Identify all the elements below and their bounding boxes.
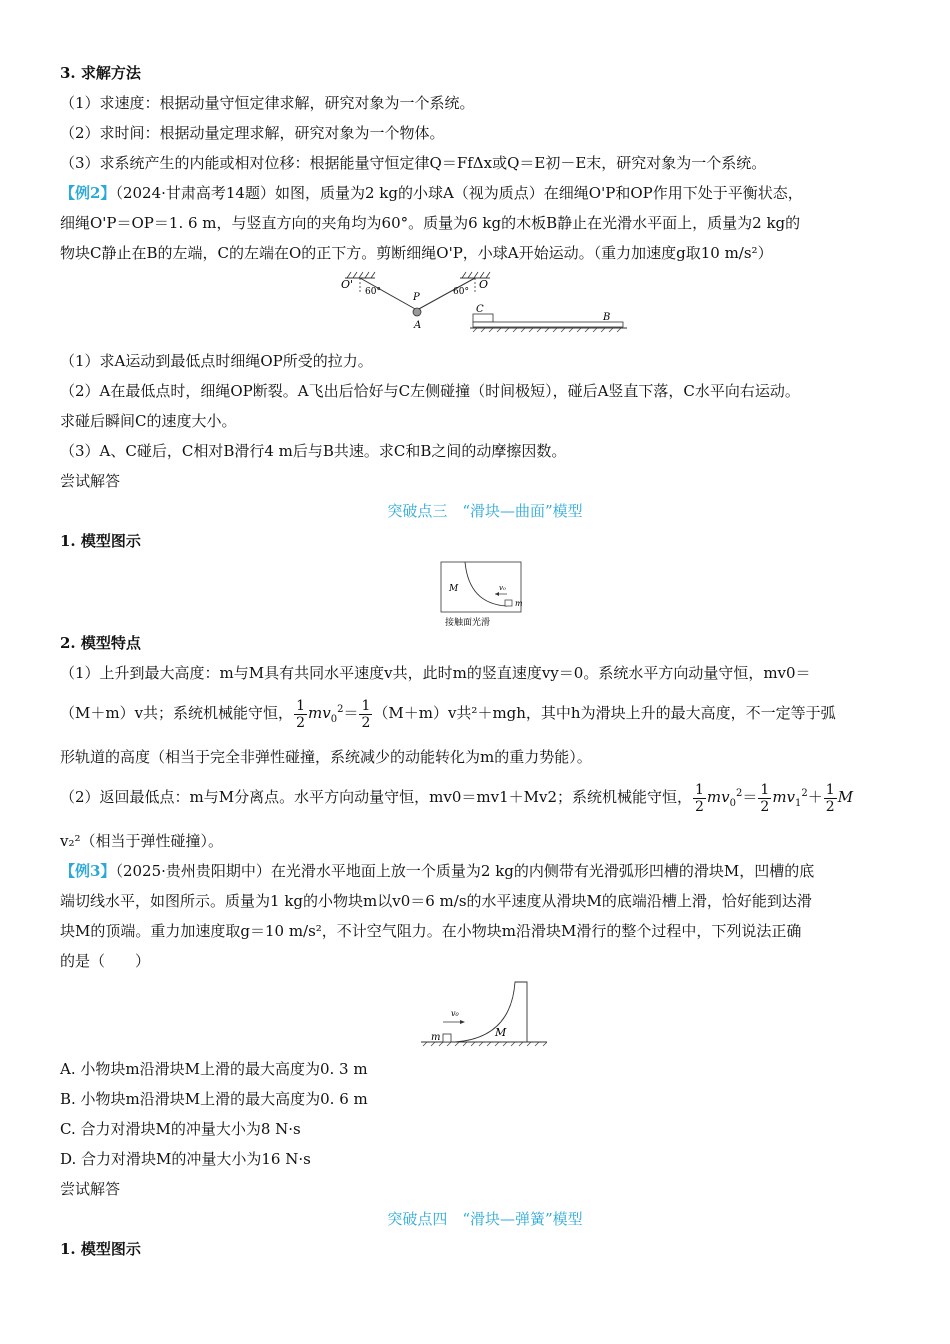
example-3-figure (415, 976, 555, 1054)
example-2-line-1: 【例2】（2024·甘肃高考14题）如图，质量为2 kg的小球A（视为质点）在细绳O'P和OP作用下处于平衡状态， (60, 184, 803, 202)
option-a: A. 小物块m沿滑块M上滑的最大高度为0. 3 m (60, 1060, 368, 1078)
fraction-half: $\frac{1}{2}$ (361, 697, 371, 731)
example-3-line-1: 【例3】（2025·贵州贵阳期中）在光滑水平地面上放一个质量为2 kg的内侧带有光滑弧形凹槽的滑块M，凹槽的底 (60, 862, 815, 880)
try-answer-label: 尝试解答 (60, 472, 121, 490)
section-heading-4: 突破点四 “滑块—弹簧”模型 (387, 1210, 583, 1228)
label-o: O (479, 278, 489, 291)
question-3: （3）A、C碰后，C相对B滑行4 m后与B共速。求C和B之间的动摩擦因数。 (60, 442, 567, 460)
label-small-m: m (515, 599, 523, 608)
feature-2-line-2: v₂²（相当于弹性碰撞）。 (60, 832, 224, 850)
label-v0: v₀ (451, 1009, 459, 1018)
feature-1-line-1: （1）上升到最大高度：m与M具有共同水平速度v共，此时m的竖直速度vy＝0。系统水平方向动量守恒，mv0＝ (60, 664, 811, 682)
option-b: B. 小物块m沿滑块M上滑的最大高度为0. 6 m (60, 1090, 368, 1108)
section-heading-3: 突破点三 “滑块—曲面”模型 (387, 502, 583, 520)
feature-2-line-1: （2）返回最低点：m与M分离点。水平方向动量守恒，mv0＝mv1＋Mv2；系统机械能守恒， $\frac{1}{2}$ $mv_0^2=$ $\frac{1}{2}$ $mv_1^2+$ $\frac{1}{2}$ M (60, 781, 854, 815)
option-d: D. 合力对滑块M的冲量大小为16 N·s (60, 1150, 311, 1168)
label-b: B (603, 312, 611, 323)
model-diagram-title: 1. 模型图示 (60, 1240, 141, 1258)
method-item-3: （3）求系统产生的内能或相对位移：根据能量守恒定律Q＝FfΔx或Q＝E初－E末，研究对象为一个系统。 (60, 154, 767, 172)
fraction-half: $\frac{1}{2}$ (296, 697, 305, 731)
label-big-m: M (449, 584, 459, 594)
label-big-m: M (495, 1026, 507, 1039)
fraction-half: $\frac{1}{2}$ (760, 781, 770, 815)
angle-left: 60° (365, 287, 381, 297)
example-3-line-3: 块M的顶端。重力加速度取g＝10 m/s²，不计空气阻力。在小物块m沿滑块M滑行的整个过程中，下列说法正确 (60, 922, 802, 940)
model-figure-slider-curve (435, 556, 535, 628)
label-c: C (476, 304, 484, 315)
fraction-half: $\frac{1}{2}$ (695, 781, 704, 815)
feature-1-line-3: 形轨道的高度（相当于完全非弹性碰撞，系统减少的动能转化为m的重力势能）。 (60, 748, 592, 766)
question-1: （1）求A运动到最低点时细绳OP所受的拉力。 (60, 352, 373, 370)
document-page (60, 58, 910, 1264)
example-2-tag: 【例2】 (60, 184, 116, 202)
feature-1-line-2: （M＋m）v共；系统机械能守恒， $\frac{1}{2}$ $mv_0^2=$ $\frac{1}{2}$ （M＋m）v共²＋mgh，其中h为滑块上升的最大高度，不一定等于弧 (60, 697, 836, 731)
label-v0: v₀ (499, 584, 506, 592)
label-a: A (414, 320, 422, 331)
label-p: P (413, 292, 420, 303)
method-item-2: （2）求时间：根据动量定理求解，研究对象为一个物体。 (60, 124, 445, 142)
model-features-title: 2. 模型特点 (60, 634, 141, 652)
label-o-prime: O' (341, 278, 354, 291)
question-2-line-1: （2）A在最低点时，细绳OP断裂。A飞出后恰好与C左侧碰撞（时间极短），碰后A竖直下落，C水平向右运动。 (60, 382, 800, 400)
example-2-line-2: 细绳O'P＝OP＝1. 6 m，与竖直方向的夹角均为60°。质量为6 kg的木板B静止在光滑水平面上，质量为2 kg的 (60, 214, 801, 232)
question-2-line-2: 求碰后瞬间C的速度大小。 (60, 412, 237, 430)
fraction-half: $\frac{1}{2}$ (825, 781, 835, 815)
label-small-m: m (431, 1032, 441, 1043)
method-item-1: （1）求速度：根据动量守恒定律求解，研究对象为一个系统。 (60, 94, 475, 112)
try-answer-label: 尝试解答 (60, 1180, 121, 1198)
example-3-tag: 【例3】 (60, 862, 116, 880)
example-3-line-2: 端切线水平，如图所示。质量为1 kg的小物块m以v0＝6 m/s的水平速度从滑块M的底端沿槽上滑，恰好能到达滑 (60, 892, 812, 910)
figure-caption: 接触面光滑 (445, 618, 491, 628)
section-title: 3. 求解方法 (60, 64, 141, 82)
example-2-line-3: 物块C静止在B的左端，C的左端在O的正下方。剪断细绳O'P，小球A开始运动。（重力加速度g取10 m/s²） (60, 244, 773, 262)
example-2-figure (335, 268, 635, 346)
model-diagram-title: 1. 模型图示 (60, 532, 141, 550)
angle-right: 60° (453, 287, 469, 297)
example-3-line-4: 的是（ ） (60, 952, 151, 970)
option-c: C. 合力对滑块M的冲量大小为8 N·s (60, 1120, 301, 1138)
